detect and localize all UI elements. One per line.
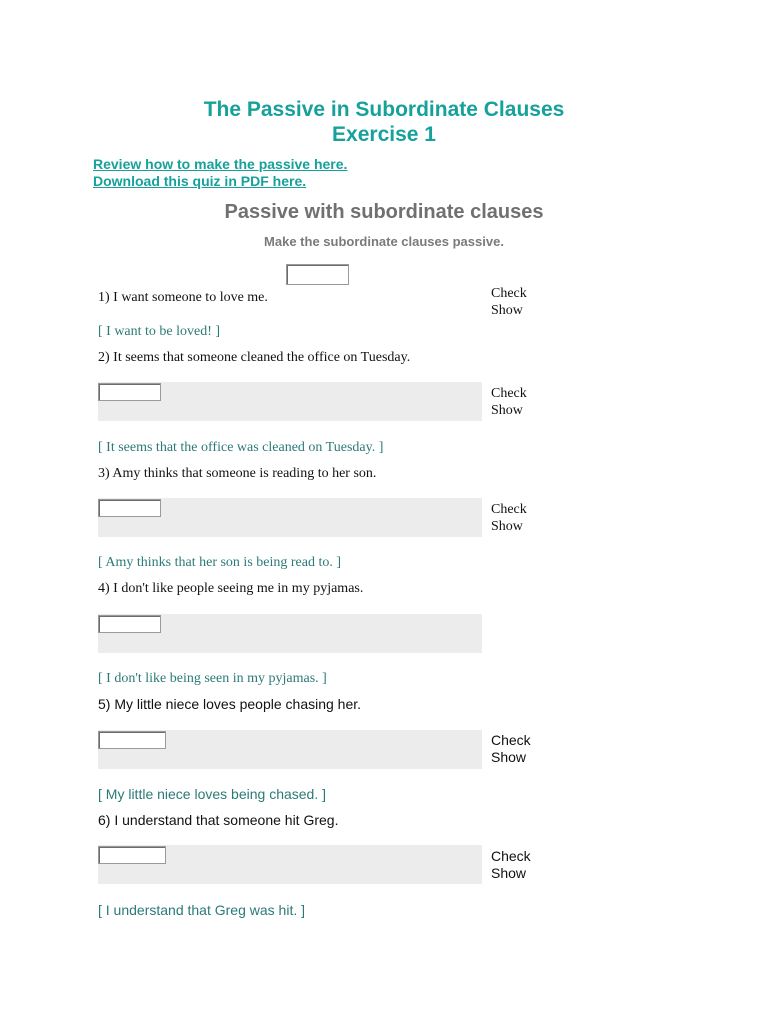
- quiz-heading: Passive with subordinate clauses: [224, 201, 544, 223]
- question-5-answer: [ My little niece loves being chased. ]: [98, 786, 327, 802]
- answer-input-6[interactable]: [98, 846, 166, 864]
- question-1-answer: [ I want to be loved! ]: [98, 324, 221, 339]
- question-4-answer: [ I don't like being seen in my pyjamas. ]: [98, 671, 327, 686]
- check-button-2[interactable]: Check: [491, 386, 527, 401]
- answer-row-2: [98, 382, 482, 421]
- quiz-instruction: Make the subordinate clauses passive.: [264, 234, 504, 249]
- question-5-prompt: 5) My little niece loves people chasing her.: [98, 696, 362, 712]
- question-3-answer: [ Amy thinks that her son is being read to. ]: [98, 555, 342, 570]
- question-6-prompt: 6) I understand that someone hit Greg.: [98, 812, 339, 828]
- answer-row-6: [98, 845, 482, 884]
- review-passive-link[interactable]: Review how to make the passive here.: [93, 156, 348, 172]
- answer-input-5[interactable]: [98, 731, 166, 749]
- show-button-3[interactable]: Show: [491, 519, 523, 534]
- answer-row-5: [98, 730, 482, 769]
- show-button-6[interactable]: Show: [491, 865, 527, 881]
- page-title: The Passive in Subordinate Clauses: [203, 98, 565, 121]
- answer-input-1[interactable]: [286, 264, 349, 285]
- answer-input-4[interactable]: [98, 615, 161, 633]
- answer-row-4: [98, 614, 482, 653]
- question-2-prompt: 2) It seems that someone cleaned the office on Tuesday.: [98, 350, 411, 365]
- download-pdf-link[interactable]: Download this quiz in PDF here.: [93, 173, 307, 189]
- question-6-answer: [ I understand that Greg was hit. ]: [98, 902, 305, 918]
- check-button-5[interactable]: Check: [491, 732, 531, 748]
- question-3-prompt: 3) Amy thinks that someone is reading to her son.: [98, 466, 377, 481]
- show-button-1[interactable]: Show: [491, 303, 523, 318]
- question-2-answer: [ It seems that the office was cleaned on Tuesday. ]: [98, 440, 384, 455]
- question-2-controls: [491, 385, 527, 419]
- check-button-1[interactable]: Check: [491, 286, 527, 301]
- answer-input-3[interactable]: [98, 499, 161, 517]
- show-button-2[interactable]: Show: [491, 403, 523, 418]
- check-button-3[interactable]: Check: [491, 502, 527, 517]
- answer-row-3: [98, 498, 482, 537]
- question-1-controls: [491, 285, 527, 319]
- question-1-prompt: 1) I want someone to love me.: [98, 290, 268, 305]
- show-button-5[interactable]: Show: [491, 749, 527, 765]
- question-3-controls: [491, 501, 527, 535]
- check-button-6[interactable]: Check: [491, 848, 531, 864]
- question-6-controls: [491, 848, 531, 882]
- exercise-number: Exercise 1: [332, 123, 436, 146]
- question-5-controls: [491, 732, 531, 766]
- answer-input-2[interactable]: [98, 383, 161, 401]
- question-4-prompt: 4) I don't like people seeing me in my pyjamas.: [98, 581, 364, 596]
